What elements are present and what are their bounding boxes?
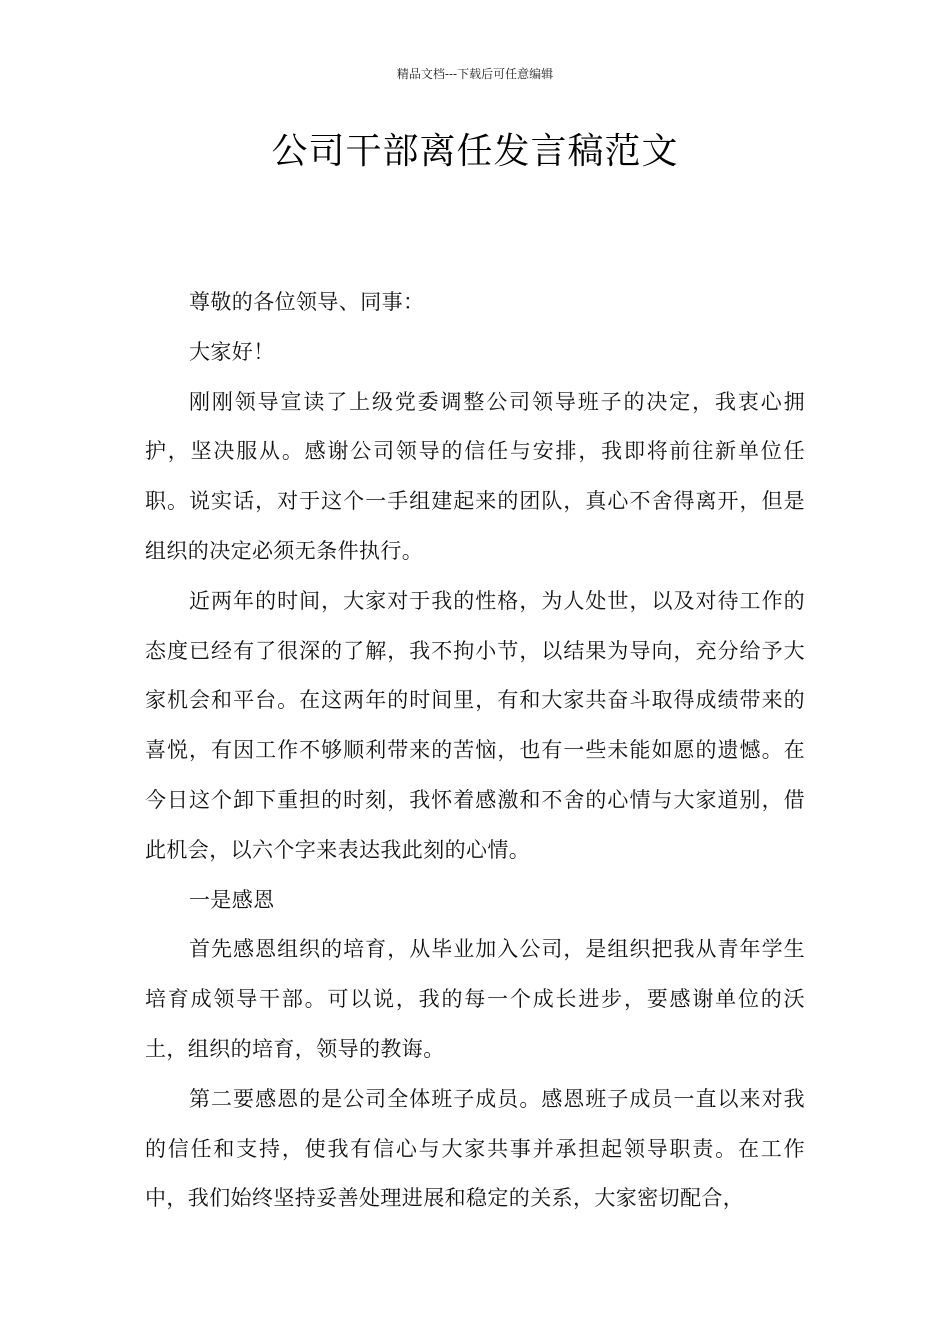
page-header: 精品文档---下载后可任意编辑 [396,67,554,81]
paragraph-gratitude-team: 第二要感恩的是公司全体班子成员。感恩班子成员一直以来对我的信任和支持，使我有信心与大家共事并承担起领导职责。在工作中，我们始终坚持妥善处理进展和稳定的关系，大家密切配合， [145,1086,805,1211]
section-heading-gratitude: 一是感恩 [189,887,275,912]
paragraph-gratitude-organization: 首先感恩组织的培育，从毕业加入公司，是组织把我从青年学生培育成领导干部。可以说，我的每一个成长进步，要感谢单位的沃土，组织的培育，领导的教诲。 [145,937,805,1061]
greeting: 大家好！ [189,339,275,364]
paragraph-opening: 刚刚领导宣读了上级党委调整公司领导班子的决定，我衷心拥护，坚决服从。感谢公司领导的信任与安排，我即将前往新单位任职。说实话，对于这个一手组建起来的团队，真心不舍得离开，但是组织的决定必须无条件执行。 [145,389,805,563]
salutation: 尊敬的各位领导、同事： [189,290,425,314]
document-title: 公司干部离任发言稿范文 [271,131,679,172]
paragraph-reflection: 近两年的时间，大家对于我的性格，为人处世，以及对待工作的态度已经有了很深的了解，我不拘小节，以结果为导向，充分给予大家机会和平台。在这两年的时间里，有和大家共奋斗取得成绩带来的喜悦，有因工作不够顺利带来的苦恼，也有一些未能如愿的遗憾。在今日这个卸下重担的时刻，我怀着感激和不舍的心情与大家道别，借此机会，以六个字来表达我此刻的心情。 [145,588,805,862]
document-body [145,278,805,1224]
